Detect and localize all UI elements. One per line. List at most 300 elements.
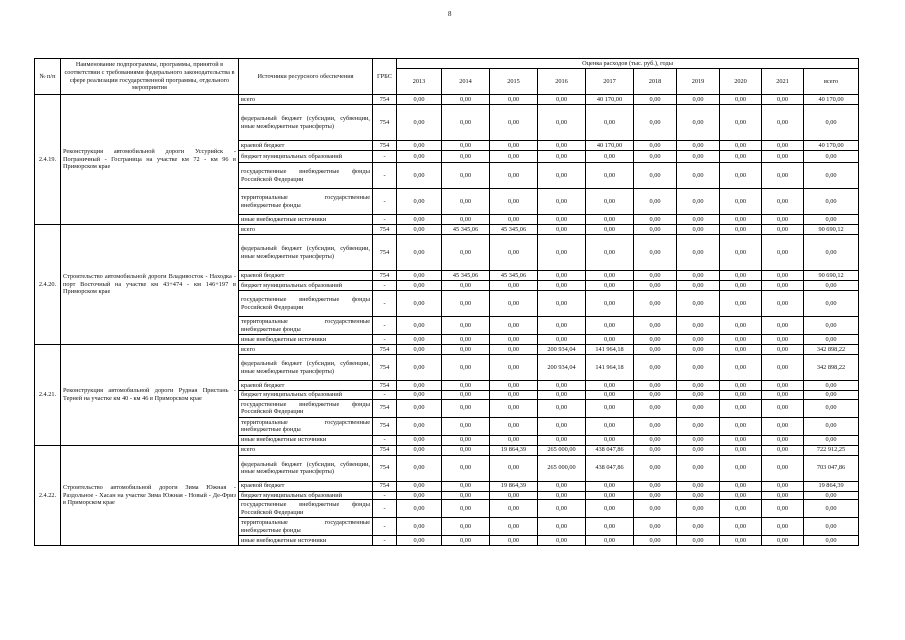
year-value: 0,00 [538,141,586,151]
total-value: 0,00 [804,317,859,335]
year-value: 0,00 [397,355,442,381]
year-value: 0,00 [538,151,586,163]
year-value: 0,00 [490,105,538,141]
funding-source: государственные внебюджетные фонды Российской Федерации [239,163,373,189]
year-value: 0,00 [586,291,634,317]
year-value: 0,00 [397,491,442,500]
year-value: 0,00 [538,518,586,536]
grbs-code: - [373,435,397,445]
funding-source: иные внебюджетные источники [239,536,373,546]
year-value: 0,00 [720,355,762,381]
year-value: 0,00 [586,163,634,189]
year-value: 0,00 [720,455,762,481]
year-value: 0,00 [634,281,677,291]
year-value: 0,00 [677,536,720,546]
year-value: 0,00 [442,355,490,381]
year-value: 265 000,00 [538,455,586,481]
year-value: 0,00 [634,225,677,235]
year-value: 0,00 [677,481,720,491]
year-value: 0,00 [720,317,762,335]
grbs-code: 754 [373,271,397,281]
funding-source: территориальные государственные внебюджетные фонды [239,317,373,335]
year-value: 0,00 [397,271,442,281]
grbs-code: 754 [373,95,397,105]
year-value: 0,00 [586,105,634,141]
budget-table [34,58,859,546]
total-value: 0,00 [804,536,859,546]
year-value: 0,00 [586,225,634,235]
grbs-code: 754 [373,445,397,455]
year-value: 0,00 [586,381,634,391]
year-value: 0,00 [634,235,677,271]
total-value: 90 690,12 [804,225,859,235]
grbs-code: - [373,500,397,518]
funding-source: иные внебюджетные источники [239,435,373,445]
year-value: 0,00 [586,317,634,335]
year-value: 0,00 [720,291,762,317]
year-value: 0,00 [490,455,538,481]
item-name: Строительство автомобильной дороги Зима Южная - Раздольное - Хасан на участке Зима Южная - Новый - Де-Фриз в Приморском крае [61,445,239,546]
grbs-code: 754 [373,481,397,491]
year-value: 0,00 [677,455,720,481]
year-value: 0,00 [538,163,586,189]
year-value: 0,00 [397,345,442,355]
year-value: 0,00 [586,215,634,225]
year-value: 0,00 [762,500,804,518]
year-value: 0,00 [538,381,586,391]
funding-source: иные внебюджетные источники [239,215,373,225]
header-source: Источники ресурсного обеспечения [239,59,373,95]
year-value: 0,00 [634,95,677,105]
year-value: 0,00 [762,215,804,225]
funding-source: всего [239,95,373,105]
year-value: 0,00 [490,345,538,355]
year-value: 0,00 [677,435,720,445]
grbs-code: - [373,536,397,546]
year-value: 0,00 [762,291,804,317]
grbs-code: - [373,317,397,335]
year-value: 0,00 [490,95,538,105]
year-value: 0,00 [720,491,762,500]
year-value: 0,00 [586,271,634,281]
year-value: 0,00 [586,481,634,491]
total-value: 0,00 [804,335,859,345]
funding-source: краевой бюджет [239,141,373,151]
year-value: 45 345,06 [490,271,538,281]
year-value: 0,00 [762,317,804,335]
year-value: 0,00 [634,291,677,317]
year-value: 0,00 [762,281,804,291]
year-value: 0,00 [442,481,490,491]
year-value: 0,00 [397,455,442,481]
year-value: 0,00 [442,455,490,481]
year-value: 0,00 [677,235,720,271]
year-value: 0,00 [677,355,720,381]
year-value: 0,00 [397,317,442,335]
year-value: 0,00 [538,215,586,225]
funding-source: краевой бюджет [239,271,373,281]
item-name: Реконструкция автомобильной дороги Уссурийск - Пограничный - Госграница на участке км 72 - км 96 в Приморском крае [61,95,239,225]
year-value: 438 047,86 [586,455,634,481]
year-value: 0,00 [720,345,762,355]
year-value: 0,00 [490,355,538,381]
year-value: 0,00 [720,163,762,189]
year-value: 0,00 [720,141,762,151]
year-value: 0,00 [397,381,442,391]
total-value: 0,00 [804,291,859,317]
year-value: 0,00 [762,141,804,151]
year-value: 0,00 [490,435,538,445]
funding-source: всего [239,225,373,235]
year-value: 0,00 [538,225,586,235]
header-year: 2015 [490,69,538,95]
year-value: 0,00 [397,281,442,291]
item-name: Реконструкция автомобильной дороги Рудная Пристань - Терней на участке км 40 - км 46 в Приморском крае [61,345,239,446]
header-estimate: Оценка расходов (тыс. руб.), годы [397,59,859,69]
year-value: 0,00 [720,95,762,105]
year-value: 0,00 [762,225,804,235]
table-row [35,95,859,105]
year-value: 0,00 [442,189,490,215]
total-value: 0,00 [804,189,859,215]
year-value: 0,00 [634,445,677,455]
total-value: 0,00 [804,215,859,225]
year-value: 0,00 [634,355,677,381]
year-value: 19 864,39 [490,445,538,455]
year-value: 0,00 [720,500,762,518]
year-value: 0,00 [586,335,634,345]
item-number: 2.4.21. [35,345,61,446]
year-value: 0,00 [538,399,586,417]
year-value: 0,00 [677,189,720,215]
year-value: 438 047,86 [586,445,634,455]
year-value: 0,00 [634,491,677,500]
year-value: 0,00 [677,491,720,500]
year-value: 0,00 [538,95,586,105]
total-value: 0,00 [804,417,859,435]
year-value: 0,00 [677,215,720,225]
year-value: 0,00 [490,381,538,391]
year-value: 0,00 [490,141,538,151]
grbs-code: - [373,281,397,291]
funding-source: федеральный бюджет (субсидии, субвенции, иные межбюджетные трансферты) [239,235,373,271]
year-value: 0,00 [397,536,442,546]
year-value: 0,00 [538,500,586,518]
year-value: 0,00 [677,291,720,317]
year-value: 0,00 [397,189,442,215]
header-year: 2019 [677,69,720,95]
year-value: 0,00 [586,235,634,271]
year-value: 0,00 [442,317,490,335]
grbs-code: - [373,151,397,163]
year-value: 0,00 [442,141,490,151]
year-value: 0,00 [397,225,442,235]
year-value: 0,00 [442,281,490,291]
year-value: 0,00 [442,335,490,345]
total-value: 0,00 [804,500,859,518]
year-value: 0,00 [677,317,720,335]
year-value: 0,00 [397,518,442,536]
year-value: 0,00 [720,435,762,445]
table-row [35,345,859,355]
year-value: 0,00 [490,281,538,291]
year-value: 0,00 [442,417,490,435]
year-value: 0,00 [677,271,720,281]
total-value: 40 170,00 [804,95,859,105]
total-value: 0,00 [804,381,859,391]
year-value: 0,00 [586,399,634,417]
year-value: 265 000,00 [538,445,586,455]
year-value: 0,00 [677,518,720,536]
year-value: 0,00 [586,151,634,163]
year-value: 0,00 [397,95,442,105]
grbs-code: - [373,163,397,189]
funding-source: бюджет муниципальных образований [239,281,373,291]
year-value: 0,00 [397,481,442,491]
year-value: 0,00 [634,215,677,225]
table-body [35,95,859,546]
item-number: 2.4.19. [35,95,61,225]
year-value: 0,00 [677,95,720,105]
year-value: 0,00 [490,151,538,163]
year-value: 0,00 [397,215,442,225]
year-value: 0,00 [490,399,538,417]
year-value: 0,00 [762,445,804,455]
year-value: 0,00 [762,151,804,163]
year-value: 0,00 [677,151,720,163]
year-value: 0,00 [762,399,804,417]
year-value: 0,00 [677,500,720,518]
year-value: 0,00 [634,391,677,400]
year-value: 0,00 [762,355,804,381]
year-value: 40 170,00 [586,95,634,105]
year-value: 0,00 [397,435,442,445]
grbs-code: 754 [373,381,397,391]
total-value: 342 898,22 [804,355,859,381]
year-value: 0,00 [720,281,762,291]
grbs-code: 754 [373,417,397,435]
year-value: 0,00 [397,417,442,435]
year-value: 0,00 [720,189,762,215]
funding-source: государственные внебюджетные фонды Российской Федерации [239,500,373,518]
header-name: Наименование подпрограммы, программы, принятой в соответствии с требованиями федерального законодательства в сфере реализации государственной программы, отдельного мероприятия [61,59,239,95]
funding-source: государственные внебюджетные фонды Российской Федерации [239,399,373,417]
year-value: 0,00 [720,381,762,391]
header-year: 2016 [538,69,586,95]
year-value: 0,00 [634,417,677,435]
year-value: 0,00 [677,399,720,417]
year-value: 0,00 [762,391,804,400]
year-value: 0,00 [762,335,804,345]
year-value: 0,00 [677,417,720,435]
year-value: 40 170,00 [586,141,634,151]
total-value: 0,00 [804,151,859,163]
year-value: 0,00 [677,335,720,345]
year-value: 0,00 [538,536,586,546]
year-value: 0,00 [397,235,442,271]
year-value: 0,00 [720,225,762,235]
year-value: 0,00 [677,445,720,455]
funding-source: краевой бюджет [239,381,373,391]
year-value: 0,00 [397,141,442,151]
year-value: 0,00 [677,345,720,355]
grbs-code: 754 [373,355,397,381]
year-value: 0,00 [586,491,634,500]
year-value: 0,00 [762,518,804,536]
header-year: 2014 [442,69,490,95]
header-year: 2013 [397,69,442,95]
year-value: 0,00 [397,500,442,518]
grbs-code: - [373,518,397,536]
total-value: 722 912,25 [804,445,859,455]
year-value: 45 345,06 [442,225,490,235]
year-value: 0,00 [677,163,720,189]
year-value: 0,00 [442,518,490,536]
year-value: 0,00 [538,271,586,281]
year-value: 0,00 [442,345,490,355]
year-value: 0,00 [538,391,586,400]
funding-source: федеральный бюджет (субсидии, субвенции, иные межбюджетные трансферты) [239,355,373,381]
grbs-code: - [373,335,397,345]
year-value: 0,00 [442,435,490,445]
funding-source: краевой бюджет [239,481,373,491]
year-value: 0,00 [762,105,804,141]
year-value: 0,00 [720,536,762,546]
header-year: всего [804,69,859,95]
year-value: 0,00 [490,235,538,271]
year-value: 0,00 [490,291,538,317]
funding-source: федеральный бюджет (субсидии, субвенции, иные межбюджетные трансферты) [239,105,373,141]
total-value: 342 898,22 [804,345,859,355]
year-value: 0,00 [586,417,634,435]
header-year: 2017 [586,69,634,95]
total-value: 0,00 [804,518,859,536]
year-value: 0,00 [720,235,762,271]
year-value: 0,00 [538,491,586,500]
year-value: 0,00 [720,445,762,455]
grbs-code: 754 [373,455,397,481]
year-value: 0,00 [538,317,586,335]
grbs-code: - [373,491,397,500]
grbs-code: - [373,189,397,215]
year-value: 0,00 [586,518,634,536]
grbs-code: 754 [373,345,397,355]
year-value: 0,00 [538,281,586,291]
year-value: 0,00 [397,335,442,345]
year-value: 0,00 [490,536,538,546]
year-value: 0,00 [634,399,677,417]
year-value: 0,00 [586,536,634,546]
year-value: 0,00 [762,163,804,189]
year-value: 200 934,04 [538,345,586,355]
year-value: 0,00 [677,281,720,291]
table-row [35,225,859,235]
year-value: 0,00 [538,291,586,317]
year-value: 0,00 [538,235,586,271]
funding-source: федеральный бюджет (субсидии, субвенции, иные межбюджетные трансферты) [239,455,373,481]
year-value: 0,00 [762,455,804,481]
funding-source: государственные внебюджетные фонды Российской Федерации [239,291,373,317]
total-value: 90 690,12 [804,271,859,281]
year-value: 0,00 [762,381,804,391]
year-value: 0,00 [442,163,490,189]
year-value: 0,00 [762,536,804,546]
year-value: 0,00 [442,381,490,391]
header-grbs: ГРБС [373,59,397,95]
year-value: 0,00 [720,399,762,417]
year-value: 0,00 [442,215,490,225]
year-value: 0,00 [634,189,677,215]
year-value: 0,00 [762,481,804,491]
total-value: 703 047,86 [804,455,859,481]
year-value: 0,00 [762,417,804,435]
year-value: 0,00 [397,399,442,417]
grbs-code: 754 [373,399,397,417]
year-value: 0,00 [397,163,442,189]
total-value: 0,00 [804,281,859,291]
year-value: 0,00 [538,189,586,215]
funding-source: бюджет муниципальных образований [239,391,373,400]
funding-source: территориальные государственные внебюджетные фонды [239,518,373,536]
year-value: 0,00 [442,500,490,518]
year-value: 0,00 [490,518,538,536]
year-value: 0,00 [442,445,490,455]
total-value: 0,00 [804,163,859,189]
year-value: 0,00 [397,391,442,400]
year-value: 0,00 [442,491,490,500]
grbs-code: 754 [373,235,397,271]
year-value: 0,00 [762,95,804,105]
grbs-code: - [373,215,397,225]
total-value: 0,00 [804,105,859,141]
year-value: 45 345,06 [442,271,490,281]
year-value: 0,00 [634,105,677,141]
year-value: 19 864,39 [490,481,538,491]
funding-source: бюджет муниципальных образований [239,151,373,163]
year-value: 0,00 [677,105,720,141]
year-value: 0,00 [677,381,720,391]
year-value: 0,00 [490,500,538,518]
grbs-code: 754 [373,141,397,151]
year-value: 0,00 [634,381,677,391]
year-value: 0,00 [490,317,538,335]
year-value: 0,00 [634,536,677,546]
year-value: 0,00 [490,335,538,345]
year-value: 200 934,04 [538,355,586,381]
header-year: 2021 [762,69,804,95]
year-value: 0,00 [586,189,634,215]
year-value: 0,00 [634,455,677,481]
year-value: 0,00 [720,151,762,163]
grbs-code: 754 [373,225,397,235]
year-value: 0,00 [762,435,804,445]
year-value: 0,00 [538,417,586,435]
year-value: 0,00 [397,445,442,455]
year-value: 0,00 [586,500,634,518]
total-value: 0,00 [804,391,859,400]
year-value: 0,00 [634,481,677,491]
header-num: № п/п [35,59,61,95]
year-value: 0,00 [677,141,720,151]
funding-source: территориальные государственные внебюджетные фонды [239,417,373,435]
year-value: 0,00 [538,105,586,141]
year-value: 0,00 [490,215,538,225]
year-value: 0,00 [634,141,677,151]
year-value: 0,00 [397,105,442,141]
year-value: 0,00 [720,215,762,225]
page-number: 8 [448,10,452,18]
funding-source: территориальные государственные внебюджетные фонды [239,189,373,215]
